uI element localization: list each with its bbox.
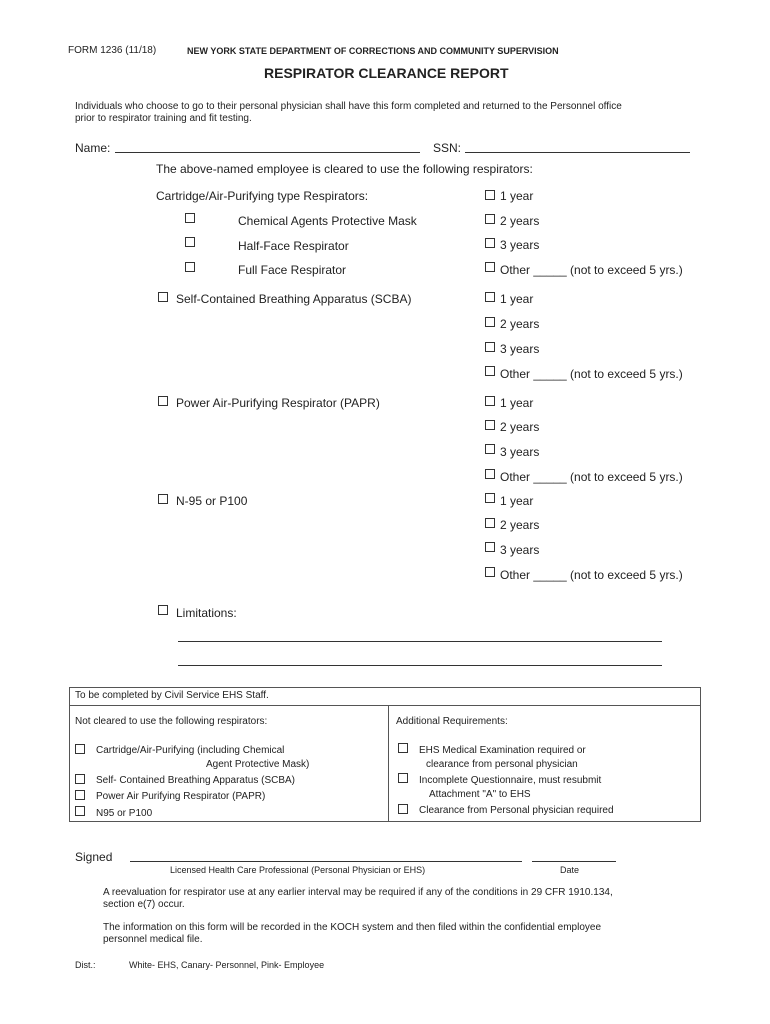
- not-cleared-n95-checkbox[interactable]: [75, 806, 85, 816]
- name-field[interactable]: [115, 152, 420, 153]
- not-cleared-scba-label: Self- Contained Breathing Apparatus (SCBA): [96, 775, 295, 786]
- incomplete-questionnaire-checkbox[interactable]: [398, 773, 408, 783]
- not-cleared-heading: Not cleared to use the following respirators:: [75, 716, 268, 727]
- ehs-exam-line1: EHS Medical Examination required or: [419, 745, 586, 756]
- koch-line1: The information on this form will be recorded in the KOCH system and then filed within the confidential employee: [103, 922, 602, 933]
- reevaluation-line2: section e(7) occur.: [103, 899, 185, 910]
- signed-label: Signed: [75, 850, 113, 864]
- n95-2yr-label: 2 years: [500, 518, 540, 532]
- department-name: NEW YORK STATE DEPARTMENT OF CORRECTIONS AND COMMUNITY SUPERVISION: [187, 46, 559, 56]
- cartridge-3yr-checkbox[interactable]: [485, 238, 495, 248]
- chemical-mask-label: Chemical Agents Protective Mask: [238, 214, 417, 228]
- ehs-heading: To be completed by Civil Service EHS Staff.: [75, 690, 269, 701]
- scba-1yr-label: 1 year: [500, 292, 534, 306]
- scba-3yr-label: 3 years: [500, 342, 540, 356]
- n95-2yr-checkbox[interactable]: [485, 518, 495, 528]
- additional-requirements-heading: Additional Requirements:: [396, 716, 508, 727]
- limitations-line-1[interactable]: [178, 641, 662, 642]
- page-title: RESPIRATOR CLEARANCE REPORT: [264, 65, 509, 81]
- cartridge-1yr-label: 1 year: [500, 189, 534, 203]
- koch-line2: personnel medical file.: [103, 934, 203, 945]
- physician-clearance-label: Clearance from Personal physician required: [419, 805, 614, 816]
- half-face-label: Half-Face Respirator: [238, 239, 349, 253]
- ehs-exam-checkbox[interactable]: [398, 743, 408, 753]
- papr-checkbox[interactable]: [158, 396, 168, 406]
- papr-1yr-label: 1 year: [500, 396, 534, 410]
- dist-text: White- EHS, Canary- Personnel, Pink- Employee: [129, 960, 325, 970]
- cartridge-heading: Cartridge/Air-Purifying type Respirators:: [156, 189, 369, 203]
- not-cleared-scba-checkbox[interactable]: [75, 774, 85, 784]
- papr-1yr-checkbox[interactable]: [485, 396, 495, 406]
- limitations-checkbox[interactable]: [158, 605, 168, 615]
- papr-2yr-label: 2 years: [500, 420, 540, 434]
- papr-label: Power Air-Purifying Respirator (PAPR): [176, 396, 380, 410]
- chemical-mask-checkbox[interactable]: [185, 213, 195, 223]
- ehs-column-divider: [388, 705, 389, 821]
- n95-1yr-checkbox[interactable]: [485, 493, 495, 503]
- n95-1yr-label: 1 year: [500, 494, 534, 508]
- incomplete-questionnaire-line2: Attachment "A" to EHS: [429, 789, 531, 800]
- scba-2yr-checkbox[interactable]: [485, 317, 495, 327]
- dist-label: Dist.:: [75, 960, 96, 970]
- ehs-divider: [69, 705, 701, 706]
- limitations-line-2[interactable]: [178, 665, 662, 666]
- n95-3yr-label: 3 years: [500, 543, 540, 557]
- not-cleared-cartridge-checkbox[interactable]: [75, 744, 85, 754]
- cartridge-other-label: Other _____ (not to exceed 5 yrs.): [500, 263, 683, 277]
- n95-label: N-95 or P100: [176, 494, 248, 508]
- papr-3yr-label: 3 years: [500, 445, 540, 459]
- reevaluation-line1: A reevaluation for respirator use at any earlier interval may be required if any of the conditions in 29 CFR 1910.134,: [103, 887, 613, 898]
- name-label: Name:: [75, 141, 111, 155]
- scba-1yr-checkbox[interactable]: [485, 292, 495, 302]
- scba-3yr-checkbox[interactable]: [485, 342, 495, 352]
- not-cleared-papr-label: Power Air Purifying Respirator (PAPR): [96, 791, 266, 802]
- date-field[interactable]: [532, 861, 616, 862]
- cartridge-3yr-label: 3 years: [500, 238, 540, 252]
- half-face-checkbox[interactable]: [185, 237, 195, 247]
- scba-other-label: Other _____ (not to exceed 5 yrs.): [500, 367, 683, 381]
- full-face-label: Full Face Respirator: [238, 263, 347, 277]
- n95-other-checkbox[interactable]: [485, 567, 495, 577]
- papr-other-checkbox[interactable]: [485, 469, 495, 479]
- papr-3yr-checkbox[interactable]: [485, 444, 495, 454]
- cleared-statement: The above-named employee is cleared to use the following respirators:: [156, 162, 533, 176]
- scba-2yr-label: 2 years: [500, 317, 540, 331]
- physician-clearance-checkbox[interactable]: [398, 804, 408, 814]
- scba-checkbox[interactable]: [158, 292, 168, 302]
- scba-label: Self-Contained Breathing Apparatus (SCBA): [176, 292, 412, 306]
- n95-3yr-checkbox[interactable]: [485, 542, 495, 552]
- professional-caption: Licensed Health Care Professional (Personal Physician or EHS): [170, 865, 426, 875]
- not-cleared-cartridge-line1: Cartridge/Air-Purifying (including Chemical: [96, 745, 285, 756]
- ssn-field[interactable]: [465, 152, 690, 153]
- incomplete-questionnaire-line1: Incomplete Questionnaire, must resubmit: [419, 775, 602, 786]
- cartridge-2yr-label: 2 years: [500, 214, 540, 228]
- ehs-exam-line2: clearance from personal physician: [426, 759, 578, 770]
- form-number: FORM 1236 (11/18): [68, 45, 157, 56]
- limitations-label: Limitations:: [176, 606, 237, 620]
- n95-checkbox[interactable]: [158, 494, 168, 504]
- not-cleared-papr-checkbox[interactable]: [75, 790, 85, 800]
- n95-other-label: Other _____ (not to exceed 5 yrs.): [500, 568, 683, 582]
- not-cleared-n95-label: N95 or P100: [96, 808, 153, 819]
- signature-field[interactable]: [130, 861, 522, 862]
- papr-other-label: Other _____ (not to exceed 5 yrs.): [500, 470, 683, 484]
- not-cleared-cartridge-line2: Agent Protective Mask): [206, 759, 310, 770]
- papr-2yr-checkbox[interactable]: [485, 420, 495, 430]
- cartridge-2yr-checkbox[interactable]: [485, 214, 495, 224]
- full-face-checkbox[interactable]: [185, 262, 195, 272]
- intro-text-line1: Individuals who choose to go to their personal physician shall have this form completed and returned to the Personnel office: [75, 101, 622, 112]
- date-caption: Date: [560, 865, 580, 875]
- cartridge-1yr-checkbox[interactable]: [485, 190, 495, 200]
- ssn-label: SSN:: [433, 141, 462, 155]
- intro-text-line2: prior to respirator training and fit testing.: [75, 113, 252, 124]
- scba-other-checkbox[interactable]: [485, 366, 495, 376]
- cartridge-other-checkbox[interactable]: [485, 262, 495, 272]
